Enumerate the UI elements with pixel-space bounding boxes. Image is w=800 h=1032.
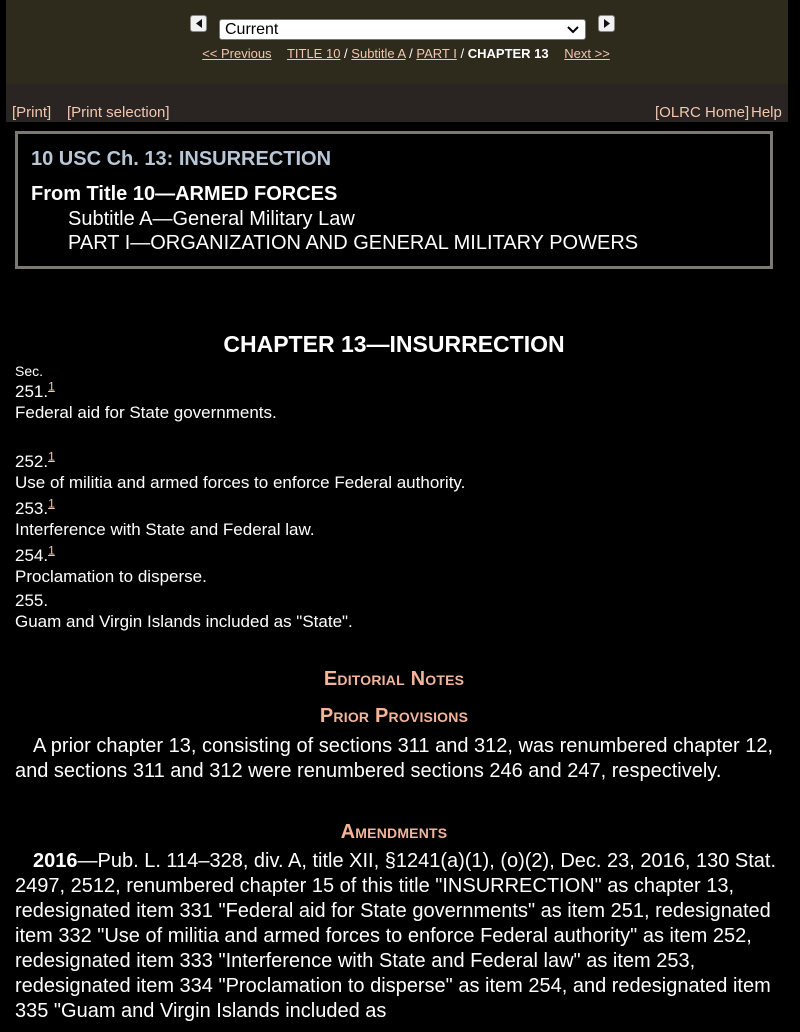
prior-provisions-text: A prior chapter 13, consisting of sections 311 and 312, was renumbered chapter 12, and sections 311 and 312 were renumbered sections 246 and 247, respectively. — [15, 735, 774, 782]
footnote-link[interactable]: 1 — [48, 379, 55, 394]
breadcrumb-title-link[interactable]: TITLE 10 — [286, 46, 341, 61]
document-header-box — [15, 131, 773, 269]
section-title: Guam and Virgin Islands included as "State". — [15, 612, 353, 631]
version-select-value: Current — [225, 21, 279, 38]
section-number: 251. — [15, 382, 49, 401]
triangle-right-icon — [603, 19, 611, 28]
amendments-heading: Amendments — [340, 821, 448, 843]
section-title: Proclamation to disperse. — [15, 567, 207, 586]
section-title: Federal aid for State governments. — [15, 403, 277, 422]
olrc-home-link[interactable]: [OLRC Home] — [655, 104, 750, 121]
part-line: PART I—ORGANIZATION AND GENERAL MILITARY POWERS — [68, 232, 639, 254]
amendment-year: 2016 — [33, 850, 78, 872]
section-label: Sec. — [15, 363, 44, 379]
breadcrumb-subtitle-link[interactable]: Subtitle A — [351, 46, 406, 61]
toc-item — [15, 545, 207, 587]
editorial-notes-heading: Editorial Notes — [323, 668, 465, 690]
breadcrumb-part-link[interactable]: PART I — [416, 46, 457, 61]
amendment-text: —Pub. L. 114–328, div. A, title XII, §1241(a)(1), (o)(2), Dec. 23, 2016, 130 Stat. 2497, 2512, renumbered chapter 15 of this title "INSURRECTION" as chapter 13, redesignated item 331 "Federal aid for State governments" as item 251, redesignated item 332 "Use of militia and armed forces to enforce Federal authority" as item 252, redesignated item 333 "Interference with State and Federal law" as item 253, redesignated item 334 "Proclamation to disperse" as item 254, and redesignated item 335 "Guam and Virgin Islands included as — [15, 850, 777, 1022]
section-number: 253. — [15, 499, 49, 518]
print-link[interactable]: [Print] — [12, 104, 52, 121]
tool-bar — [6, 84, 788, 122]
section-number: 254. — [15, 546, 49, 565]
breadcrumb-separator: / — [409, 46, 413, 61]
breadcrumb — [202, 45, 610, 62]
help-link[interactable]: Help — [751, 104, 782, 121]
section-title: Interference with State and Federal law. — [15, 520, 315, 539]
section-number: 252. — [15, 452, 49, 471]
previous-arrow-button[interactable] — [190, 15, 207, 32]
chevron-down-icon — [567, 26, 579, 34]
next-link[interactable]: Next >> — [564, 46, 610, 61]
navigation-bar — [6, 0, 788, 84]
previous-link[interactable]: << Previous — [202, 46, 272, 61]
toc-item — [15, 451, 465, 493]
document-id: 10 USC Ch. 13: INSURRECTION — [31, 148, 332, 170]
print-selection-link[interactable]: [Print selection] — [67, 104, 170, 121]
footnote-link[interactable]: 1 — [48, 496, 55, 511]
subtitle-line: Subtitle A—General Military Law — [68, 208, 355, 230]
breadcrumb-current-chapter: CHAPTER 13 — [467, 46, 549, 61]
footnote-link[interactable]: 1 — [48, 449, 55, 464]
triangle-left-icon — [195, 19, 203, 28]
toc-item — [15, 498, 315, 540]
from-title: From Title 10—ARMED FORCES — [31, 183, 338, 205]
amendments-paragraph — [15, 849, 785, 1024]
section-number: 255. — [15, 591, 49, 610]
prior-provisions-heading: Prior Provisions — [319, 705, 469, 727]
chapter-heading: CHAPTER 13—INSURRECTION — [223, 331, 565, 357]
breadcrumb-separator: / — [344, 46, 348, 61]
section-title: Use of militia and armed forces to enforce Federal authority. — [15, 473, 466, 492]
next-arrow-button[interactable] — [598, 15, 615, 32]
version-select[interactable] — [219, 19, 586, 40]
toc-item — [15, 381, 277, 423]
breadcrumb-separator: / — [460, 46, 465, 61]
toc-item — [15, 590, 353, 632]
footnote-link[interactable]: 1 — [48, 543, 55, 558]
